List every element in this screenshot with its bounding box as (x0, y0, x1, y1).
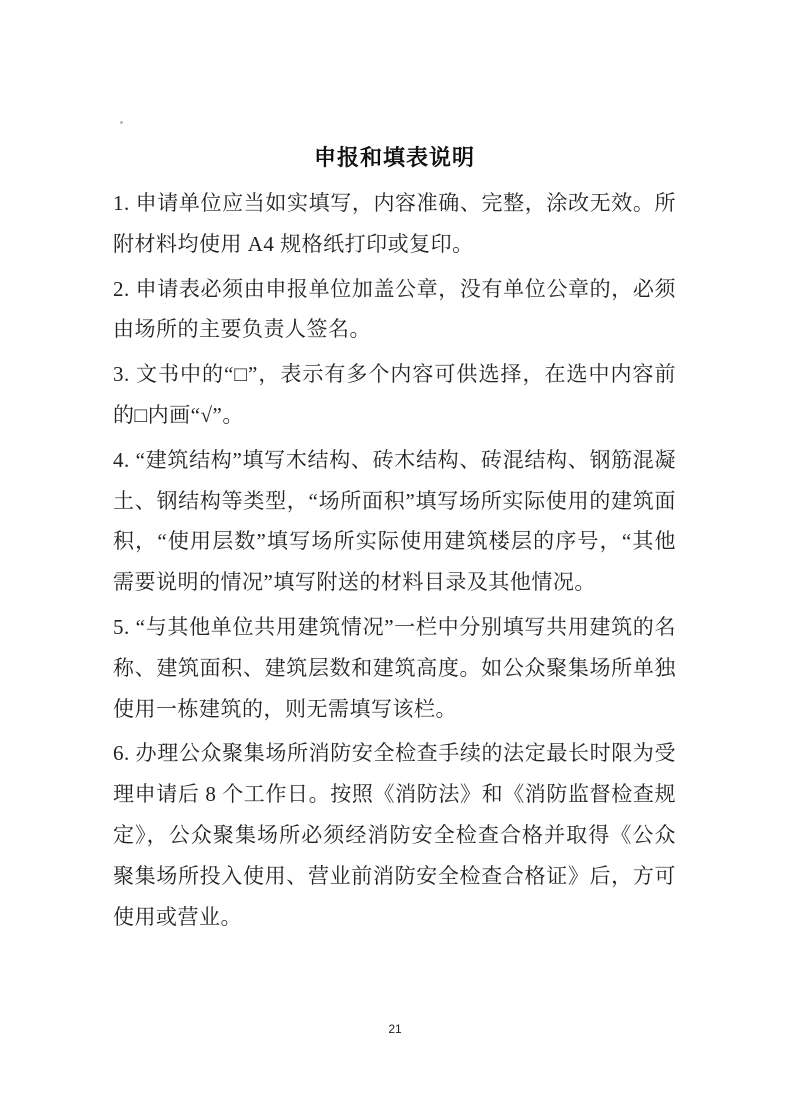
instruction-paragraph-1: 1. 申请单位应当如实填写，内容准确、完整，涂改无效。所附材料均使用 A4 规格纸打印或复印。 (113, 191, 676, 256)
page-title: 申报和填表说明 (313, 145, 475, 170)
instruction-paragraph-4: 4. “建筑结构”填写木结构、砖木结构、砖混结构、钢筋混凝土、钢结构等类型，“场所面积”填写场所实际使用的建筑面积，“使用层数”填写场所实际使用建筑楼层的序号，“其他需要说明的情况”填写附送的材料目录及其他情况。 (113, 447, 676, 595)
scan-artifact-dot (120, 121, 123, 124)
instruction-paragraph-5: 5. “与其他单位共用建筑情况”一栏中分别填写共用建筑的名称、建筑面积、建筑层数和建筑高度。如公众聚集场所单独使用一栋建筑的，则无需填写该栏。 (113, 614, 676, 721)
instruction-paragraph-3: 3. 文书中的“□”，表示有多个内容可供选择，在选中内容前的□内画“√”。 (113, 362, 676, 427)
instruction-paragraph-6: 6. 办理公众聚集场所消防安全检查手续的法定最长时限为受理申请后 8 个工作日。按照《消防法》和《消防监督检查规定》，公众聚集场所必须经消防安全检查合格并取得《公众聚集场所投入使用、营业前消防安全检查合格证》后，方可使用或营业。 (113, 741, 676, 929)
document-content (113, 146, 676, 941)
page-number: 21 (388, 1022, 402, 1036)
instruction-paragraph-2: 2. 申请表必须由申报单位加盖公章，没有单位公章的，必须由场所的主要负责人签名。 (113, 276, 676, 342)
